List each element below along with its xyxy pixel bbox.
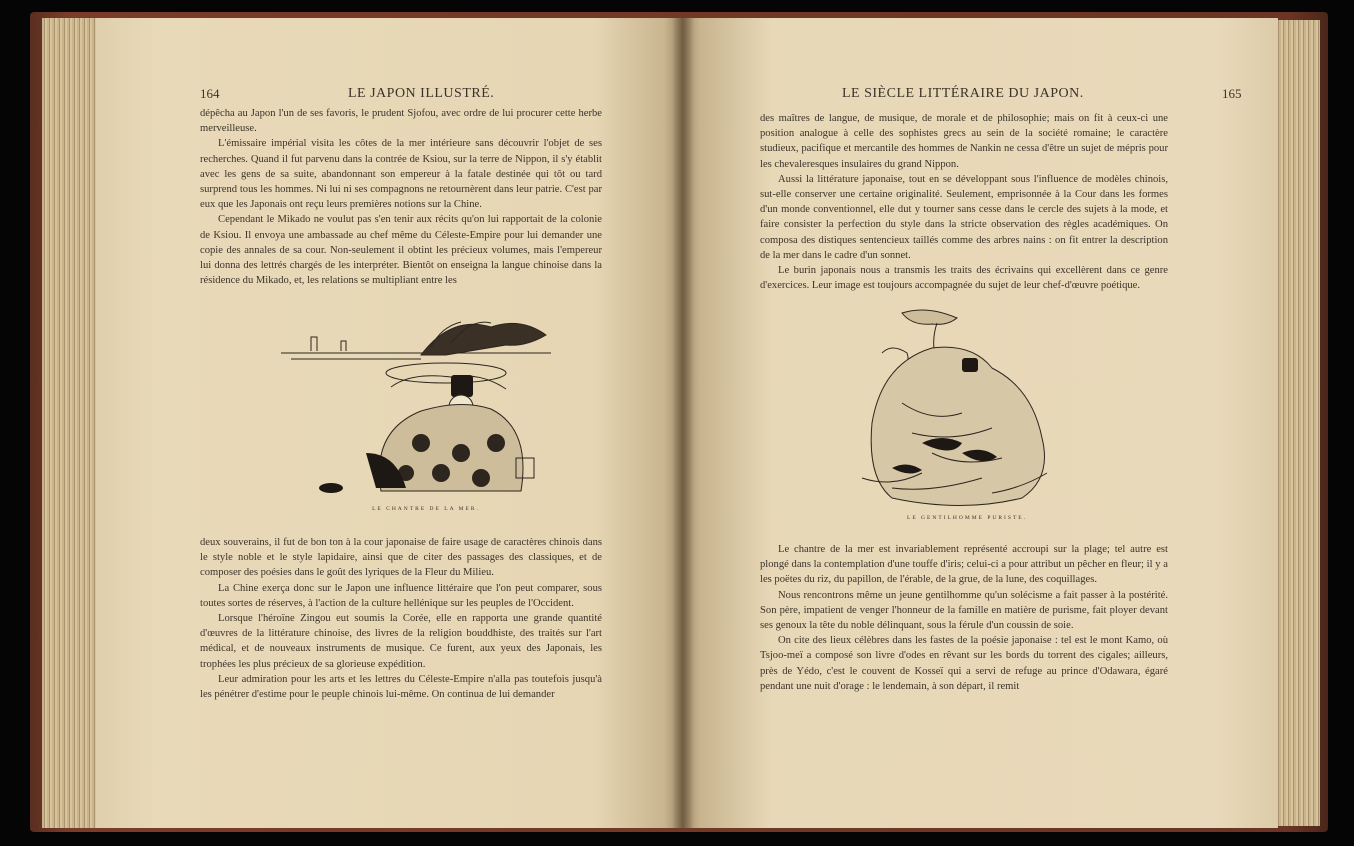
illustration-sea-poet [271, 303, 561, 498]
left-page [96, 18, 682, 828]
text-block-bottom [200, 535, 602, 702]
paragraph: Cependant le Mikado ne voulut pas s'en tenir aux récits qu'on lui rapportait de la colonie de Ksiou. Il envoya une ambassade au chef même du Céleste-Empire pour lui demander une copie des annales de sa cour. Non-seulement il obtint les précieux volumes, mais l'empereur lui donna des lettrés chargés de les interpréter. Bientôt on enseigna la langue chinoise dans la résidence du Mikado, et, les relations se multipliant entre les [200, 214, 602, 287]
page-number: 164 [200, 86, 220, 101]
paragraph: deux souverains, il fut de bon ton à la cour japonaise de faire usage de caractères chinois dans le style noble et le style lapidaire, ainsi que de citer des passages des classiques, et de composer des poésies dans le goût des lyriques de la Fleur du Milieu. [200, 537, 602, 579]
paragraph: Nous rencontrons même un jeune gentilhomme qu'un solécisme a fait passer à la postérité. Son père, impatient de venger l'honneur de la famille en matière de purisme, fait ployer devant ses genoux la tête du noble délinquant, sous la férule d'un coussin de soie. [760, 589, 1168, 632]
page-number: 165 [1222, 86, 1242, 101]
text-block-bottom [760, 542, 1168, 694]
illustration-caption: LE CHANTRE DE LA MER. [372, 506, 480, 512]
page-edges-left [42, 18, 98, 828]
text-block-top [200, 106, 602, 288]
paragraph: des maîtres de langue, de musique, de morale et de philosophie; mais on fit à ceux-ci une position analogue à celle des sophistes grecs au sein de la société romaine; le caractère studieux, pacifique et mercantile des hommes de Nankin ne cessa d'être un sujet de mépris pour les chevaleresques insulaires du grand Nippon. [760, 113, 1168, 170]
paragraph: Le burin japonais nous a transmis les traits des écrivains qui excellèrent dans ce genre d'exercices. Leur image est toujours accompagnée du sujet de leur chef-d'œuvre poétique. [760, 265, 1168, 292]
text-block-top [760, 111, 1168, 293]
paragraph: On cite des lieux célèbres dans les fastes de la poésie japonaise : tel est le mont Kamo, où Tsjoo-meï a composé son livre d'odes en rêvant sur les bords du torrent des cigales; ailleurs, près de Yédo, c'est le couvent de Kosseï qui a servi de refuge au prince d'Odawara, égaré pendant une nuit d'orage : le lendemain, à son départ, il remit [760, 635, 1168, 692]
paragraph: Le chantre de la mer est invariablement représenté accroupi sur la plage; tel autre est plongé dans la contemplation d'une touffe d'iris; celui-ci a pour attribut un pêcher en fleur; il y a les poëtes du riz, du papillon, de l'érable, de la grue, de la lune, des coquillages. [760, 544, 1168, 586]
paragraph: Lorsque l'héroïne Zingou eut soumis la Corée, elle en rapporta une grande quantité d'œuvres de la littérature chinoise, des livres de la religion bouddhiste, des traités sur l'art médical, et de nouveaux instruments de musique. Ce furent, aux yeux des Japonais, les trophées les plus précieux de sa glorieuse expédition. [200, 613, 602, 670]
paragraph: L'émissaire impérial visita les côtes de la mer intérieure sans découvrir l'objet de ses recherches. Quand il fut parvenu dans la contrée de Ksiou, sur la terre de Nippon, il s'y établit avec les gens de sa suite, abandonnant son empereur à la fatale destinée qui tôt ou tard surprend tous les hommes. Ni lui ni ses compagnons ne retournèrent dans leur patrie. C'est par eux que les Japonais ont reçu leurs premières notions sur la Chine. [200, 138, 602, 211]
running-head: LE JAPON ILLUSTRÉ. [348, 86, 495, 101]
paragraph: Leur admiration pour les arts et les lettres du Céleste-Empire n'alla pas toutefois jusqu'à les pénétrer d'estime pour le peuple chinois lui-même. On continua de lui demander [200, 673, 602, 701]
paragraph: La Chine exerça donc sur le Japon une influence littéraire que l'on peut comparer, sous toutes sortes de réserves, à l'action de la culture hellénique sur les peuples de l'Occident. [200, 582, 602, 609]
illustration-purist-gentleman [842, 303, 1082, 513]
book-gutter [672, 18, 694, 828]
running-head: LE SIÈCLE LITTÉRAIRE DU JAPON. [842, 86, 1084, 101]
page-edges-right [1276, 20, 1320, 826]
paragraph: Aussi la littérature japonaise, tout en se développant sous l'influence de modèles chinois, sut-elle conserver une certaine originalité. Seulement, emprisonnée à la Cour dans les formes d'un monde conventionnel, elle dut y tourner sans cesse dans le cercle des sujets à la mode, et faire consister la perfection du style dans la stricte observation des règles académiques. On composa des distiques sentencieux taillés comme des arbres nains : on fit entrer la description de la mer dans le cadre d'un sonnet. [760, 173, 1168, 261]
illustration-caption: LE GENTILHOMME PURISTE. [906, 515, 1028, 521]
right-page [682, 18, 1278, 828]
paragraph: dépêcha au Japon l'un de ses favoris, le prudent Sjofou, avec ordre de lui procurer cette herbe merveilleuse. [200, 108, 602, 135]
